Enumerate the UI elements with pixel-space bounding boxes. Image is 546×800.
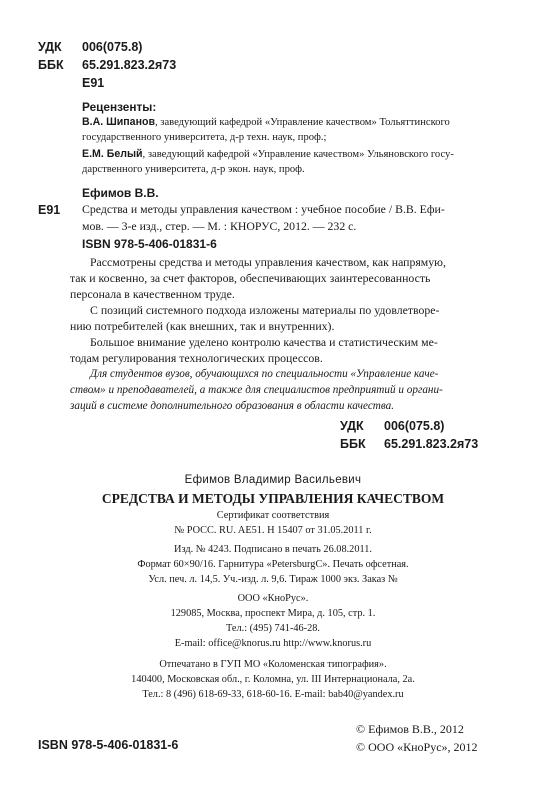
bbk-bottom (340, 437, 478, 451)
reviewer-2-desc: , заведующий кафедрой «Управление качеством» Ульяновского госу- (142, 149, 454, 160)
imprint-format: Формат 60×90/16. Гарнитура «PetersburgC». Печать офсетная. (137, 559, 409, 570)
bib-mark: Е91 (38, 203, 61, 217)
abstract-p1-line-2: так и косвенно, за счет факторов, обеспечивающих заинтересованность (70, 271, 431, 285)
bib-line-1: Средства и методы управления качеством : учебное пособие / В.В. Ефи- (82, 202, 445, 216)
udk-top (38, 40, 142, 54)
imprint-printer-address: 140400, Московская обл., г. Коломна, ул. III Интернационала, 2а. (131, 674, 415, 685)
imprint-phone: Тел.: (495) 741-46-28. (226, 623, 320, 634)
udk-label: УДК (38, 40, 62, 54)
udk-value: 006(075.8) (82, 40, 143, 54)
abstract-p4-line-2: ством» и преподавателей, а также для специалистов предприятий и органи- (70, 384, 443, 396)
bbk-top (38, 58, 176, 72)
abstract-p3-line-2: тодам регулирования технологических процессов. (70, 351, 323, 365)
imprint-cert-number: № РОСС. RU. AE51. Н 15407 от 31.05.2011 г. (174, 525, 372, 536)
imprint-author: Ефимов Владимир Васильевич (184, 474, 362, 486)
reviewer-1-line-2: государственного университета, д-р техн. наук, проф.; (82, 132, 327, 143)
reviewer-2-line-2: дарственного университета, д-р экон. наук, проф. (82, 164, 305, 175)
udk-bottom (340, 419, 444, 433)
footer-copyright-author: © Ефимов В.В., 2012 (356, 722, 464, 736)
reviewer-1-name: В.А. Шипанов (82, 116, 155, 128)
imprint-izd: Изд. № 4243. Подписано в печать 26.08.2011. (174, 544, 372, 555)
bbk-label-bottom: ББК (340, 437, 366, 451)
imprint-address: 129085, Москва, проспект Мира, д. 105, стр. 1. (170, 608, 376, 619)
footer-copyright-publisher: © ООО «КноРус», 2012 (356, 740, 478, 754)
imprint-print-sheets: Усл. печ. л. 14,5. Уч.-изд. л. 9,6. Тираж 1000 экз. Заказ № (148, 574, 398, 585)
abstract-p3-line-1: Большое внимание уделено контролю качества и статистическим ме- (90, 335, 438, 349)
bbk-value: 65.291.823.2я73 (82, 58, 177, 72)
bib-isbn: ISBN 978-5-406-01831-6 (82, 237, 217, 251)
abstract-p4-line-3: заций в системе дополнительного образования в области качества. (70, 400, 395, 412)
udk-value-bottom: 006(075.8) (384, 419, 445, 433)
reviewer-2-name: Е.М. Белый (82, 148, 143, 160)
abstract-p2-line-1: С позиций системного подхода изложены материалы по удовлетворе- (90, 303, 440, 317)
reviewers-heading: Рецензенты: (82, 100, 157, 114)
reviewer-2-line-1 (82, 147, 454, 162)
imprint-title: СРЕДСТВА И МЕТОДЫ УПРАВЛЕНИЯ КАЧЕСТВОМ (101, 491, 445, 506)
bib-author-heading: Ефимов В.В. (82, 186, 159, 200)
abstract-p2-line-2: нию потребителей (как внешних, так и внутренних). (70, 319, 335, 333)
abstract-p1-line-1: Рассмотрены средства и методы управления качеством, как напрямую, (90, 255, 446, 269)
imprint-publisher: ООО «КноРус». (237, 593, 309, 604)
bbk-label: ББК (38, 58, 64, 72)
reviewer-1-line-1 (82, 115, 450, 130)
footer-isbn: ISBN 978-5-406-01831-6 (38, 738, 179, 752)
bbk-value-bottom: 65.291.823.2я73 (384, 437, 479, 451)
imprint-printer: Отпечатано в ГУП МО «Коломенская типография». (159, 659, 387, 670)
udk-label-bottom: УДК (340, 419, 364, 433)
imprint-email: E-mail: office@knorus.ru http://www.knorus.ru (174, 638, 372, 649)
bib-line-2: мов. — 3-е изд., стер. — М. : КНОРУС, 2012. — 232 с. (82, 219, 357, 233)
abstract-p4-line-1: Для студентов вузов, обучающихся по специальности «Управление каче- (90, 368, 439, 380)
imprint-printer-contacts: Тел.: 8 (496) 618-69-33, 618-60-16. E-mail: bab40@yandex.ru (142, 689, 404, 700)
author-mark-top: Е91 (82, 76, 105, 90)
reviewer-1-desc: , заведующий кафедрой «Управление качеством» Тольяттинского (154, 117, 450, 128)
abstract-p1-line-3: персонала в качественном труде. (70, 287, 235, 301)
imprint-cert-label: Сертификат соответствия (216, 510, 330, 521)
